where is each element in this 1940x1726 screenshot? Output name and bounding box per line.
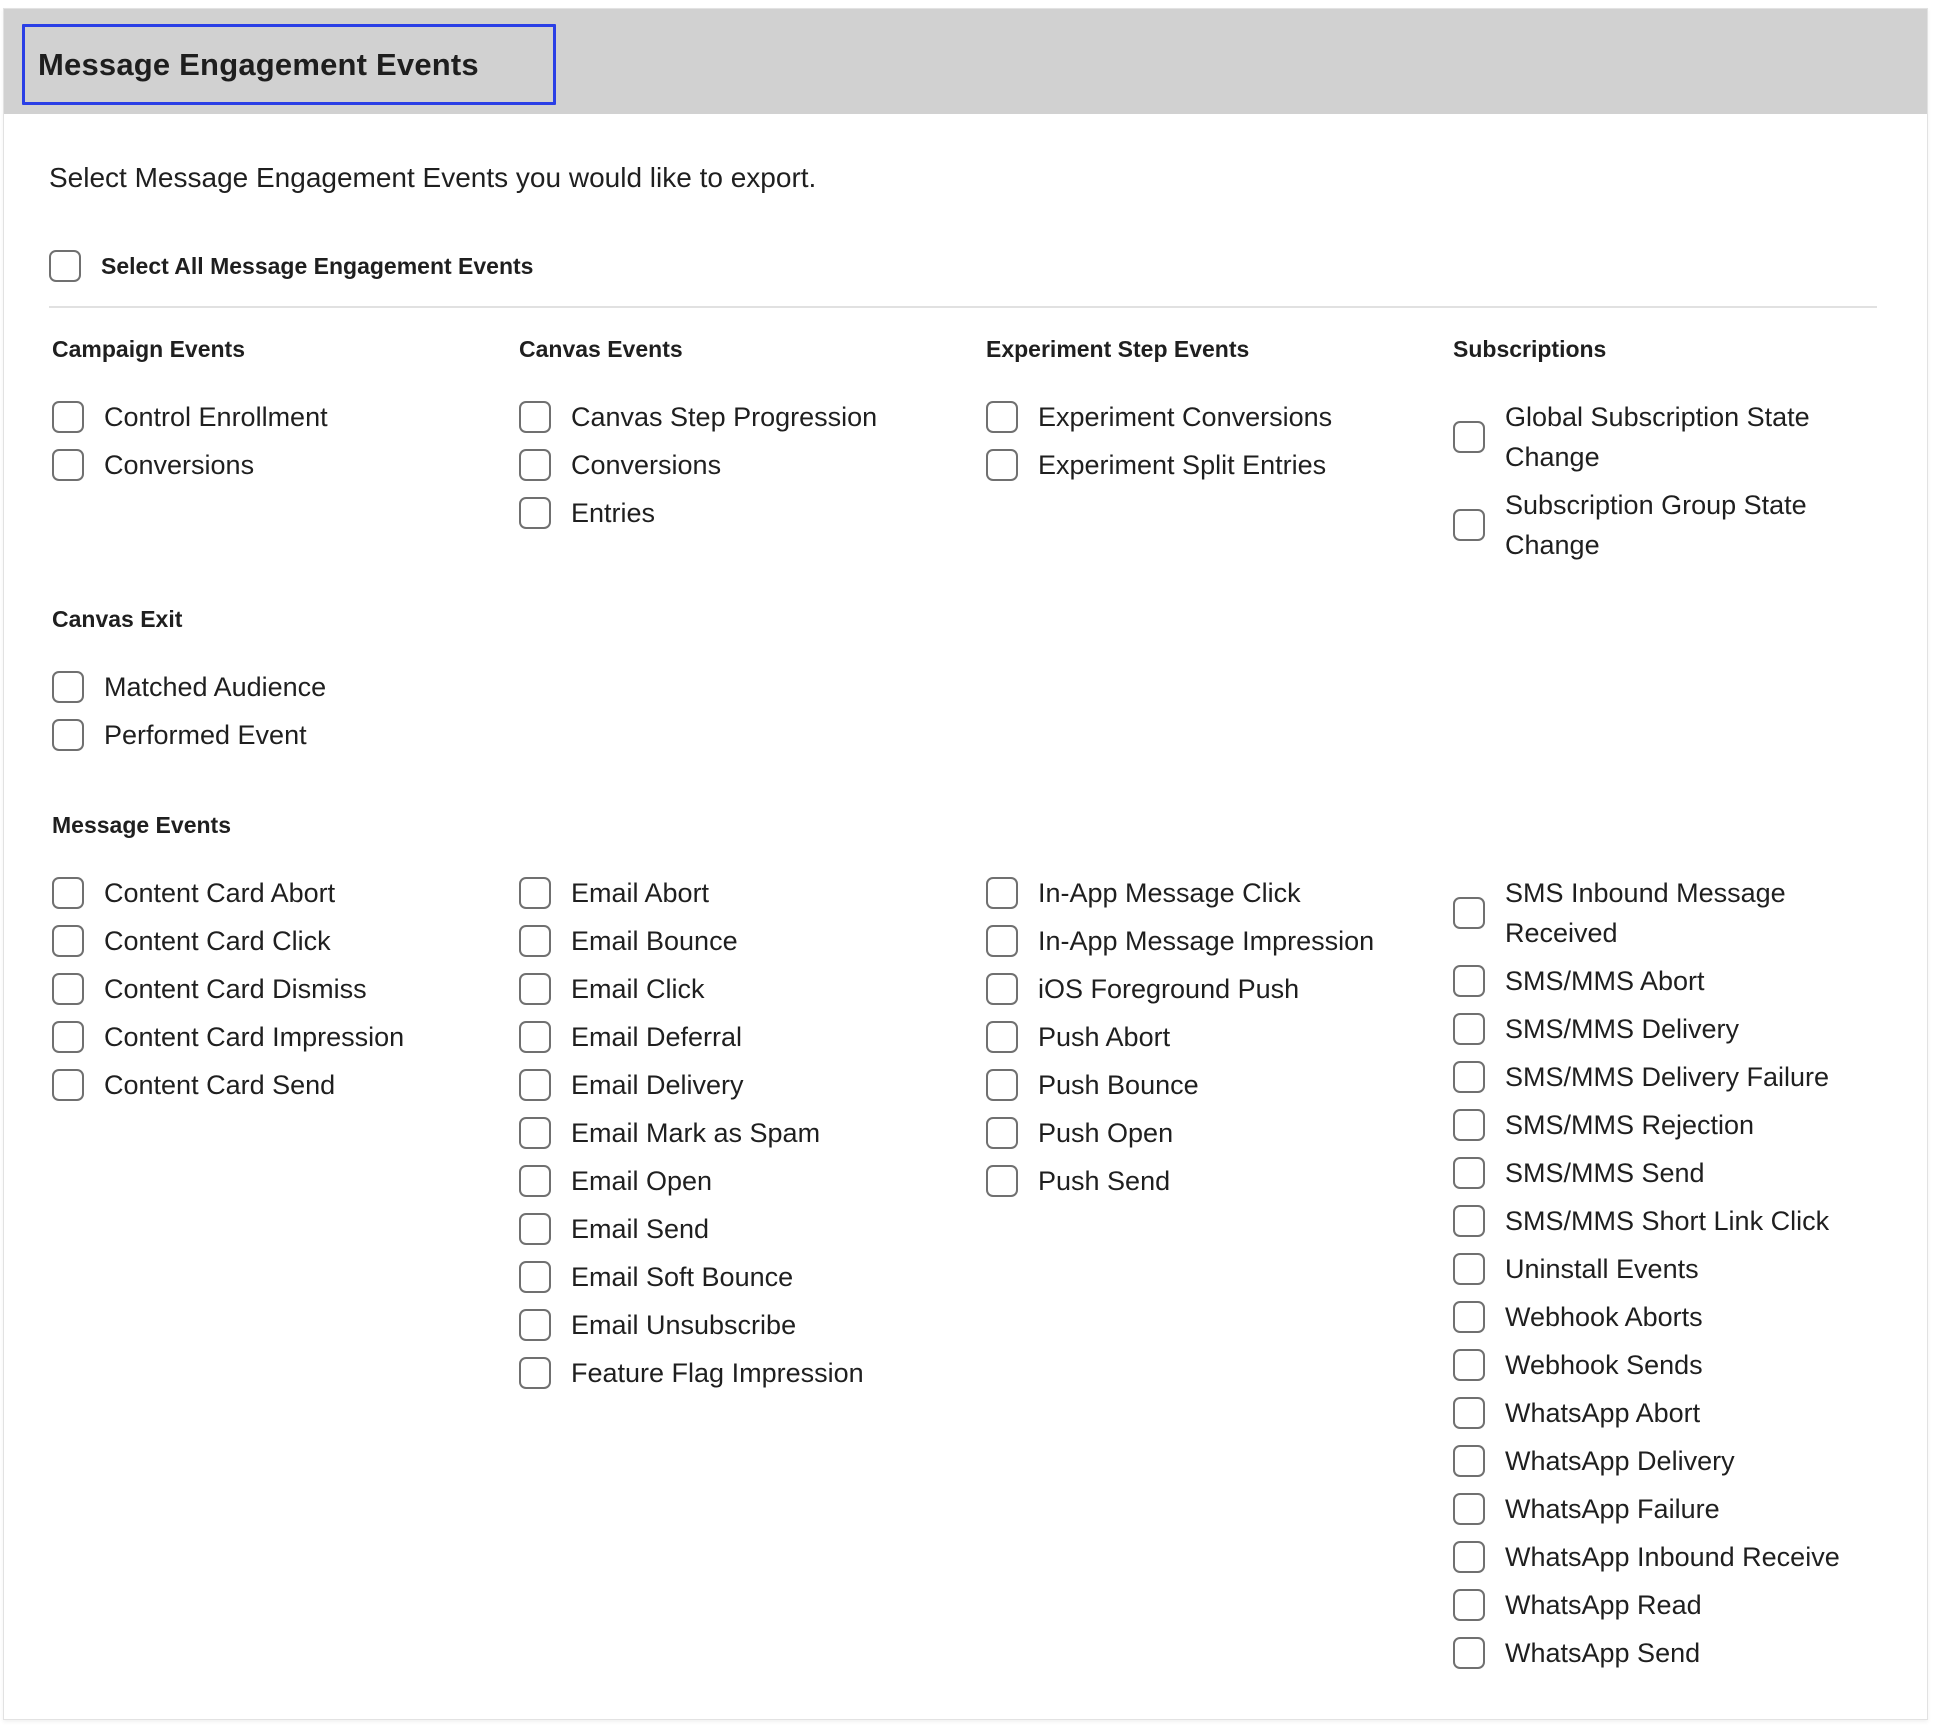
event-option-email-deferral[interactable] xyxy=(519,1013,939,1061)
event-checkbox[interactable] xyxy=(1453,1301,1485,1333)
intro-text: Select Message Engagement Events you would like to export. xyxy=(49,162,817,193)
event-option-sms-mms-short-link-click[interactable] xyxy=(1453,1197,1873,1245)
message-events-col-2 xyxy=(519,869,939,1397)
event-checkbox[interactable] xyxy=(52,877,84,909)
event-checkbox[interactable] xyxy=(1453,1397,1485,1429)
event-option-canvas-step-progression[interactable] xyxy=(519,393,939,441)
event-label: Email Click xyxy=(571,974,705,1004)
event-label: Webhook Aborts xyxy=(1505,1302,1703,1332)
message-events-col-2-wrapper xyxy=(519,869,939,1397)
event-checkbox[interactable] xyxy=(1453,1253,1485,1285)
event-option-content-card-dismiss[interactable] xyxy=(52,965,472,1013)
group-title-canvas-exit: Canvas Exit xyxy=(52,606,183,632)
event-option-push-open[interactable] xyxy=(986,1109,1406,1157)
divider xyxy=(49,306,1877,308)
experiment-step-events-list xyxy=(986,393,1406,489)
event-option-in-app-message-click[interactable] xyxy=(986,869,1406,917)
event-label: WhatsApp Send xyxy=(1505,1638,1701,1668)
subscriptions-list xyxy=(1453,393,1873,569)
event-option-content-card-send[interactable] xyxy=(52,1061,472,1109)
event-option-sms-mms-rejection[interactable] xyxy=(1453,1101,1873,1149)
event-option-conversions[interactable] xyxy=(52,441,472,489)
event-checkbox[interactable] xyxy=(52,1069,84,1101)
event-option-in-app-message-impression[interactable] xyxy=(986,917,1406,965)
event-label: Global Subscription State Change xyxy=(1505,402,1810,472)
event-checkbox[interactable] xyxy=(519,401,551,433)
event-option-content-card-abort[interactable] xyxy=(52,869,472,917)
message-events-col-1 xyxy=(52,869,472,1109)
event-checkbox[interactable] xyxy=(986,1021,1018,1053)
event-label: Conversions xyxy=(104,450,255,480)
event-option-email-bounce[interactable] xyxy=(519,917,939,965)
event-checkbox[interactable] xyxy=(1453,1637,1485,1669)
event-label: SMS Inbound Message Received xyxy=(1505,878,1786,948)
event-label: In-App Message Impression xyxy=(1038,926,1375,956)
event-checkbox[interactable] xyxy=(1453,897,1485,929)
event-label: WhatsApp Read xyxy=(1505,1590,1702,1620)
event-option-experiment-split-entries[interactable] xyxy=(986,441,1406,489)
event-checkbox[interactable] xyxy=(986,449,1018,481)
event-checkbox[interactable] xyxy=(519,1021,551,1053)
canvas-exit-list xyxy=(52,663,472,759)
event-label: WhatsApp Inbound Receive xyxy=(1505,1542,1840,1572)
event-option-email-abort[interactable] xyxy=(519,869,939,917)
event-label: Canvas Step Progression xyxy=(571,402,878,432)
event-label: Email Delivery xyxy=(571,1070,744,1100)
event-checkbox[interactable] xyxy=(986,1069,1018,1101)
event-option-push-bounce[interactable] xyxy=(986,1061,1406,1109)
event-checkbox[interactable] xyxy=(52,925,84,957)
event-checkbox[interactable] xyxy=(519,973,551,1005)
event-option-sms-mms-delivery[interactable] xyxy=(1453,1005,1873,1053)
event-label: SMS/MMS Send xyxy=(1505,1158,1705,1188)
event-label: Performed Event xyxy=(104,720,307,750)
event-checkbox[interactable] xyxy=(986,1165,1018,1197)
event-option-ios-foreground-push[interactable] xyxy=(986,965,1406,1013)
event-checkbox[interactable] xyxy=(1453,1349,1485,1381)
event-checkbox[interactable] xyxy=(1453,1445,1485,1477)
event-option-sms-mms-delivery-failure[interactable] xyxy=(1453,1053,1873,1101)
event-checkbox[interactable] xyxy=(1453,1493,1485,1525)
event-checkbox[interactable] xyxy=(986,1117,1018,1149)
group-title-subscriptions: Subscriptions xyxy=(1453,336,1607,362)
event-option-control-enrollment[interactable] xyxy=(52,393,472,441)
campaign-events-list xyxy=(52,393,472,489)
event-label: WhatsApp Abort xyxy=(1505,1398,1701,1428)
event-checkbox[interactable] xyxy=(519,925,551,957)
event-label: Email Bounce xyxy=(571,926,738,956)
event-checkbox[interactable] xyxy=(519,497,551,529)
event-label: iOS Foreground Push xyxy=(1038,974,1300,1004)
event-option-webhook-sends[interactable] xyxy=(1453,1341,1873,1389)
event-option-whatsapp-failure[interactable] xyxy=(1453,1485,1873,1533)
event-option-email-mark-as-spam[interactable] xyxy=(519,1109,939,1157)
event-checkbox[interactable] xyxy=(519,1117,551,1149)
event-checkbox[interactable] xyxy=(52,973,84,1005)
event-checkbox[interactable] xyxy=(519,1261,551,1293)
event-option-whatsapp-send[interactable] xyxy=(1453,1629,1873,1677)
group-title-campaign-events: Campaign Events xyxy=(52,336,245,362)
event-label: Content Card Abort xyxy=(104,878,336,908)
event-checkbox[interactable] xyxy=(519,1309,551,1341)
event-checkbox[interactable] xyxy=(1453,965,1485,997)
event-label: Experiment Conversions xyxy=(1038,402,1333,432)
event-checkbox[interactable] xyxy=(52,401,84,433)
select-all-option[interactable] xyxy=(49,250,533,282)
event-checkbox[interactable] xyxy=(1453,1013,1485,1045)
canvas-events-list xyxy=(519,393,939,537)
message-events-col-4 xyxy=(1453,869,1873,1677)
event-option-webhook-aborts[interactable] xyxy=(1453,1293,1873,1341)
event-checkbox[interactable] xyxy=(519,1165,551,1197)
event-checkbox[interactable] xyxy=(1453,421,1485,453)
event-checkbox[interactable] xyxy=(986,877,1018,909)
canvas-events-group xyxy=(519,335,939,537)
event-option-content-card-impression[interactable] xyxy=(52,1013,472,1061)
message-events-group xyxy=(52,811,472,1109)
event-option-sms-mms-send[interactable] xyxy=(1453,1149,1873,1197)
event-label: Experiment Split Entries xyxy=(1038,450,1327,480)
message-events-col-3 xyxy=(986,869,1406,1205)
event-option-whatsapp-read[interactable] xyxy=(1453,1581,1873,1629)
event-option-sms-inbound-message-received[interactable] xyxy=(1453,869,1873,957)
canvas-exit-group xyxy=(52,605,472,759)
event-checkbox[interactable] xyxy=(519,877,551,909)
event-checkbox[interactable] xyxy=(52,1021,84,1053)
event-option-whatsapp-inbound-receive[interactable] xyxy=(1453,1533,1873,1581)
event-option-email-delivery[interactable] xyxy=(519,1061,939,1109)
event-label: Feature Flag Impression xyxy=(571,1358,864,1388)
event-option-push-send[interactable] xyxy=(986,1157,1406,1205)
event-label: Push Abort xyxy=(1038,1022,1171,1052)
event-label: In-App Message Click xyxy=(1038,878,1301,908)
event-label: Uninstall Events xyxy=(1505,1254,1699,1284)
event-option-performed-event[interactable] xyxy=(52,711,472,759)
event-option-email-click[interactable] xyxy=(519,965,939,1013)
event-label: Entries xyxy=(571,498,656,528)
event-option-entries[interactable] xyxy=(519,489,939,537)
event-option-email-open[interactable] xyxy=(519,1157,939,1205)
event-checkbox[interactable] xyxy=(986,401,1018,433)
header-title-focus-box[interactable] xyxy=(22,24,556,105)
event-label: Push Send xyxy=(1038,1166,1171,1196)
page-title: Message Engagement Events xyxy=(38,46,479,82)
event-option-experiment-conversions[interactable] xyxy=(986,393,1406,441)
event-checkbox[interactable] xyxy=(1453,1157,1485,1189)
event-option-whatsapp-delivery[interactable] xyxy=(1453,1437,1873,1485)
event-label: SMS/MMS Abort xyxy=(1505,966,1705,996)
campaign-events-group xyxy=(52,335,472,489)
event-label: Email Open xyxy=(571,1166,713,1196)
event-label: Email Send xyxy=(571,1214,710,1244)
event-label: Push Open xyxy=(1038,1118,1174,1148)
event-option-content-card-click[interactable] xyxy=(52,917,472,965)
event-label: Email Unsubscribe xyxy=(571,1310,797,1340)
event-checkbox[interactable] xyxy=(1453,1205,1485,1237)
event-option-whatsapp-abort[interactable] xyxy=(1453,1389,1873,1437)
group-title-message-events: Message Events xyxy=(52,812,231,838)
event-label: WhatsApp Failure xyxy=(1505,1494,1720,1524)
event-option-email-unsubscribe[interactable] xyxy=(519,1301,939,1349)
event-label: Matched Audience xyxy=(104,672,327,702)
subscriptions-group xyxy=(1453,335,1873,569)
event-label: Email Mark as Spam xyxy=(571,1118,821,1148)
event-label: Email Abort xyxy=(571,878,710,908)
event-label: Content Card Click xyxy=(104,926,331,956)
panel-header xyxy=(4,9,1927,114)
select-all-label: Select All Message Engagement Events xyxy=(101,252,534,279)
event-label: WhatsApp Delivery xyxy=(1505,1446,1735,1476)
event-label: Push Bounce xyxy=(1038,1070,1199,1100)
event-option-push-abort[interactable] xyxy=(986,1013,1406,1061)
event-label: SMS/MMS Delivery xyxy=(1505,1014,1740,1044)
event-option-email-soft-bounce[interactable] xyxy=(519,1253,939,1301)
event-label: SMS/MMS Short Link Click xyxy=(1505,1206,1830,1236)
event-checkbox[interactable] xyxy=(1453,1589,1485,1621)
event-label: Content Card Send xyxy=(104,1070,336,1100)
message-events-col-4-wrapper xyxy=(1453,869,1873,1677)
event-label: SMS/MMS Rejection xyxy=(1505,1110,1755,1140)
event-checkbox[interactable] xyxy=(52,671,84,703)
event-option-email-send[interactable] xyxy=(519,1205,939,1253)
event-option-subscription-group-state-change[interactable] xyxy=(1453,481,1873,569)
event-checkbox[interactable] xyxy=(52,719,84,751)
group-title-experiment-step-events: Experiment Step Events xyxy=(986,336,1250,362)
event-checkbox[interactable] xyxy=(519,1213,551,1245)
event-label: Content Card Impression xyxy=(104,1022,405,1052)
event-checkbox[interactable] xyxy=(1453,509,1485,541)
event-option-global-subscription-state-change[interactable] xyxy=(1453,393,1873,481)
event-checkbox[interactable] xyxy=(519,1069,551,1101)
event-label: Content Card Dismiss xyxy=(104,974,367,1004)
event-option-feature-flag-impression[interactable] xyxy=(519,1349,939,1397)
event-checkbox[interactable] xyxy=(519,449,551,481)
group-title-canvas-events: Canvas Events xyxy=(519,336,683,362)
event-label: Conversions xyxy=(571,450,722,480)
event-label: Subscription Group State Change xyxy=(1505,490,1807,560)
event-label: SMS/MMS Delivery Failure xyxy=(1505,1062,1830,1092)
event-checkbox[interactable] xyxy=(1453,1109,1485,1141)
event-label: Webhook Sends xyxy=(1505,1350,1703,1380)
event-option-conversions[interactable] xyxy=(519,441,939,489)
event-checkbox[interactable] xyxy=(986,973,1018,1005)
event-checkbox[interactable] xyxy=(52,449,84,481)
message-events-col-3-wrapper xyxy=(986,869,1406,1205)
event-label: Email Deferral xyxy=(571,1022,743,1052)
event-checkbox[interactable] xyxy=(986,925,1018,957)
event-label: Email Soft Bounce xyxy=(571,1262,794,1292)
event-option-sms-mms-abort[interactable] xyxy=(1453,957,1873,1005)
event-label: Control Enrollment xyxy=(104,402,328,432)
event-option-matched-audience[interactable] xyxy=(52,663,472,711)
event-checkbox[interactable] xyxy=(519,1357,551,1389)
event-checkbox[interactable] xyxy=(1453,1061,1485,1093)
event-option-uninstall-events[interactable] xyxy=(1453,1245,1873,1293)
select-all-checkbox[interactable] xyxy=(49,250,81,282)
experiment-step-events-group xyxy=(986,335,1406,489)
event-checkbox[interactable] xyxy=(1453,1541,1485,1573)
